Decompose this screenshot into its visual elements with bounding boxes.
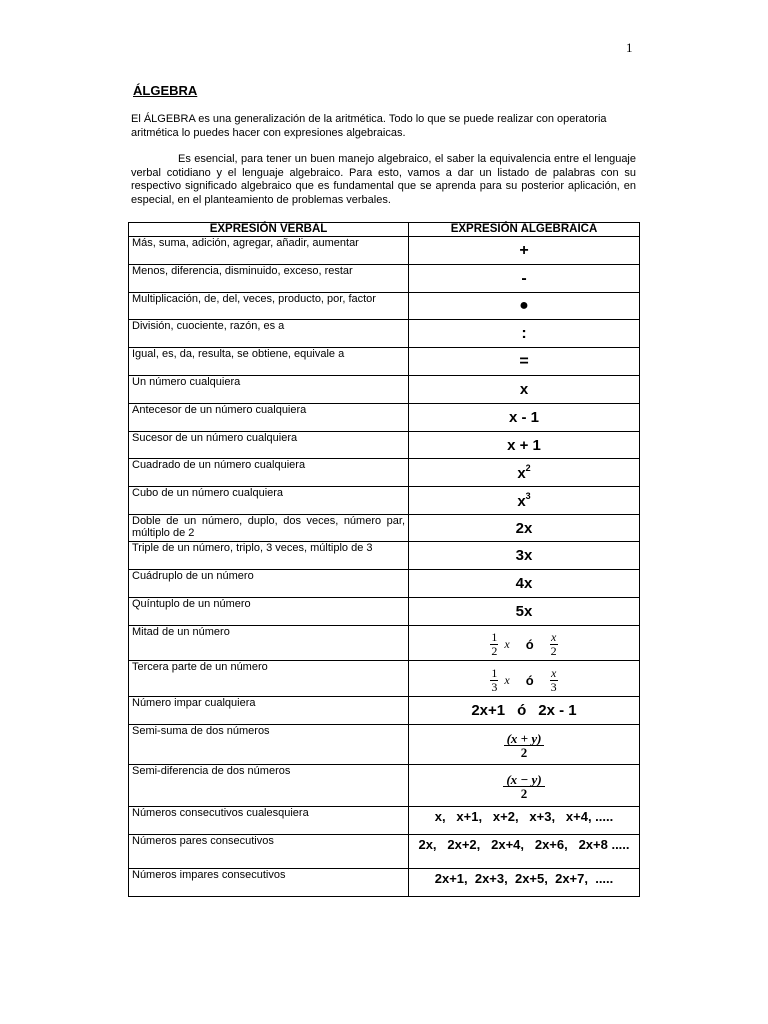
algebraic-cell [409, 487, 640, 515]
fraction-numerator: x [550, 630, 557, 644]
expr-base: x [517, 465, 526, 482]
table-row [129, 697, 640, 725]
table-row [129, 348, 640, 376]
verbal-cell: Cuádruplo de un número [129, 570, 409, 598]
algebraic-cell: 2x+1, 2x+3, 2x+5, 2x+7, ..... [409, 869, 640, 897]
fraction-numerator: 1 [491, 665, 498, 680]
verbal-cell: Doble de un número, duplo, dos veces, número par, múltiplo de 2 [129, 515, 409, 542]
algebraic-cell: - [409, 265, 640, 293]
fraction [490, 631, 498, 658]
verbal-cell: Más, suma, adición, agregar, añadir, aumentar [129, 237, 409, 265]
verbal-cell: Sucesor de un número cualquiera [129, 432, 409, 459]
verbal-cell: Números pares consecutivos [129, 835, 409, 869]
verbal-cell: Semi-diferencia de dos números [129, 765, 409, 807]
table-row [129, 487, 640, 515]
verbal-cell: Igual, es, da, resulta, se obtiene, equivale a [129, 348, 409, 376]
algebraic-cell: x [409, 376, 640, 404]
body-paragraph: Es esencial, para tener un buen manejo algebraico, el saber la equivalencia entre el lenguaje verbal cotidiano y el lenguaje algebraico. Para esto, vamos a dar un listado de palabras con su respectivo significado algebraico que es fundamental que se aprenda para su posterior aplicación, en especial, en el planteamiento de problemas verbales. [131, 153, 636, 206]
verbal-cell: Tercera parte de un número [129, 661, 409, 697]
verbal-cell: Antecesor de un número cualquiera [129, 404, 409, 432]
fraction [505, 732, 544, 759]
algebraic-cell: x + 1 [409, 432, 640, 459]
fraction-denominator: 2 [491, 644, 498, 658]
table-row [129, 807, 640, 835]
verbal-cell: Menos, diferencia, disminuido, exceso, restar [129, 265, 409, 293]
fraction-denominator: 2 [504, 745, 545, 759]
algebraic-cell [409, 661, 640, 697]
table-row [129, 869, 640, 897]
algebraic-cell: 5x [409, 598, 640, 626]
page-title: ÁLGEBRA [133, 83, 198, 98]
table-row [129, 320, 640, 348]
algebraic-cell: 2x, 2x+2, 2x+4, 2x+6, 2x+8 ..... [409, 835, 640, 869]
header-algebraic: EXPRESIÓN ALGEBRAICA [409, 223, 640, 237]
table-row [129, 459, 640, 487]
expr-base: x [517, 493, 526, 510]
algebraic-cell: + [409, 237, 640, 265]
table-header-row [129, 223, 640, 237]
table-row [129, 515, 640, 542]
table-row [129, 542, 640, 570]
verbal-cell: Números impares consecutivos [129, 869, 409, 897]
verbal-cell: Mitad de un número [129, 626, 409, 661]
table-row [129, 765, 640, 807]
expr-left: 2x+1 [471, 702, 506, 719]
fraction-numerator: 1 [491, 630, 498, 644]
table-row [129, 293, 640, 320]
fraction-numerator: (x + y) [506, 731, 542, 746]
fraction [550, 667, 558, 694]
algebraic-cell: ● [409, 293, 640, 320]
verbal-cell: Multiplicación, de, del, veces, producto, por, factor [129, 293, 409, 320]
verbal-cell: Un número cualquiera [129, 376, 409, 404]
table-row [129, 404, 640, 432]
variable: x [504, 672, 510, 687]
verbal-cell: Triple de un número, triplo, 3 veces, múltiplo de 3 [129, 542, 409, 570]
algebraic-cell [409, 697, 640, 725]
variable: x [504, 637, 510, 651]
algebraic-cell: : [409, 320, 640, 348]
algebraic-cell: 3x [409, 542, 640, 570]
table-row [129, 265, 640, 293]
expr-exponent: 2 [525, 463, 531, 473]
fraction-denominator: 2 [550, 644, 557, 658]
or-word: ó [525, 637, 534, 652]
table-row [129, 376, 640, 404]
fraction-denominator: 3 [550, 679, 557, 694]
table-row [129, 835, 640, 869]
fraction [550, 631, 558, 658]
table-row [129, 626, 640, 661]
algebraic-cell: = [409, 348, 640, 376]
expr-right: 2x - 1 [538, 702, 577, 719]
table-row [129, 237, 640, 265]
table-row [129, 661, 640, 697]
intro-paragraph: El ÁLGEBRA es una generalización de la aritmética. Todo lo que se puede realizar con operatoria aritmética lo puedes hacer con expresiones algebraicas. [131, 113, 607, 139]
fraction-numerator: x [550, 665, 557, 680]
fraction [504, 773, 543, 800]
verbal-cell: División, cuociente, razón, es a [129, 320, 409, 348]
algebraic-cell: 2x [409, 515, 640, 542]
verbal-cell: Números consecutivos cualesquiera [129, 807, 409, 835]
algebraic-cell [409, 765, 640, 807]
verbal-cell: Cuadrado de un número cualquiera [129, 459, 409, 487]
or-word: ó [525, 672, 534, 688]
algebraic-cell: 4x [409, 570, 640, 598]
algebraic-cell [409, 626, 640, 661]
verbal-cell: Quíntuplo de un número [129, 598, 409, 626]
verbal-cell: Número impar cualquiera [129, 697, 409, 725]
algebraic-cell [409, 459, 640, 487]
or-word: ó [517, 702, 527, 719]
verbal-algebraic-table [128, 222, 640, 897]
header-verbal: EXPRESIÓN VERBAL [129, 223, 409, 237]
table-row [129, 598, 640, 626]
fraction-denominator: 2 [503, 786, 544, 800]
table-row [129, 432, 640, 459]
fraction-numerator: (x − y) [506, 772, 542, 787]
fraction-denominator: 3 [491, 679, 498, 694]
algebraic-cell: x - 1 [409, 404, 640, 432]
algebraic-cell: x, x+1, x+2, x+3, x+4, ..... [409, 807, 640, 835]
table-row [129, 725, 640, 765]
page-number: 1 [626, 40, 633, 55]
algebraic-cell [409, 725, 640, 765]
fraction [490, 667, 498, 694]
verbal-cell: Cubo de un número cualquiera [129, 487, 409, 515]
table-row [129, 570, 640, 598]
verbal-cell: Semi-suma de dos números [129, 725, 409, 765]
expr-exponent: 3 [525, 491, 531, 501]
